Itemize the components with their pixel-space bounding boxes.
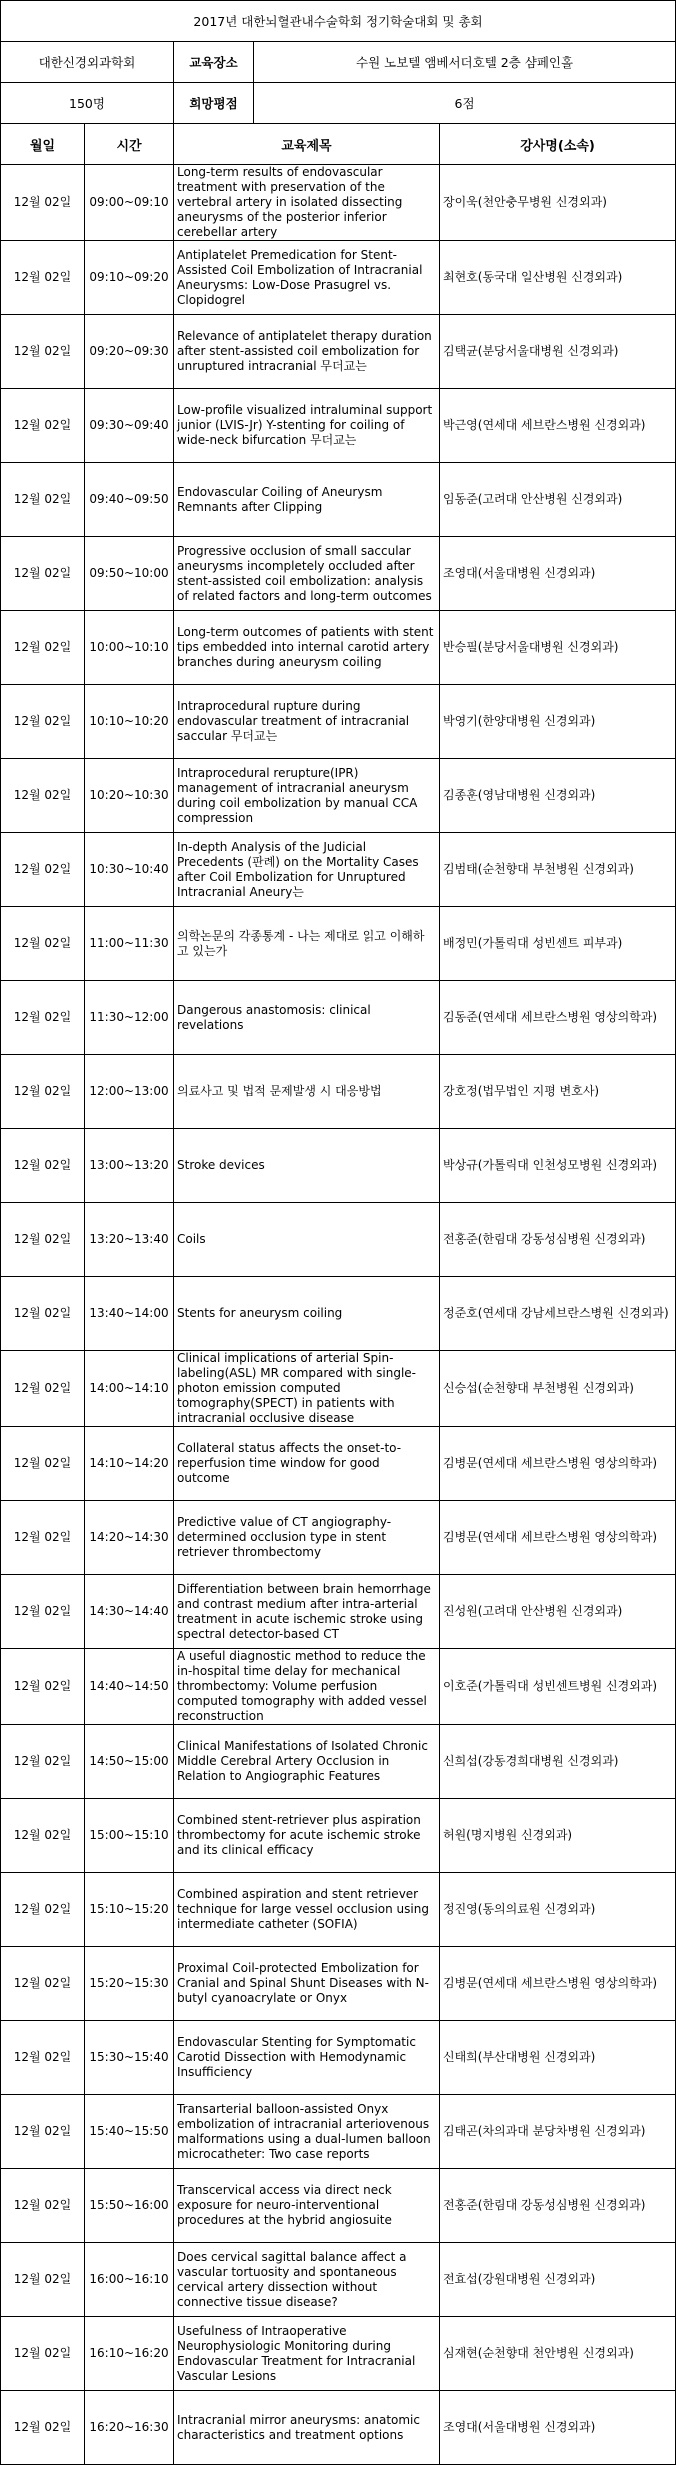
row-speaker: 정준호(연세대 강남세브란스병원 신경외과) [440,1277,676,1351]
row-speaker: 김종훈(영남대병원 신경외과) [440,759,676,833]
row-topic: 의학논문의 각종통계 - 나는 제대로 읽고 이해하고 있는가 [174,907,440,981]
table-row [1,2391,676,2465]
row-topic: Endovascular Stenting for Symptomatic Carotid Dissection with Hemodynamic Insufficiency [174,2021,440,2095]
row-topic: Does cervical sagittal balance affect a vascular tortuosity and spontaneous cervical artery dissection without connective tissue disease? [174,2243,440,2317]
table-row [1,2021,676,2095]
row-time: 09:30~09:40 [85,389,174,463]
row-date: 12월 02일 [1,1873,85,1947]
row-topic: Stroke devices [174,1129,440,1203]
table-row [1,1427,676,1501]
row-topic: Clinical Manifestations of Isolated Chronic Middle Cerebral Artery Occlusion in Relation to Angiographic Features [174,1725,440,1799]
row-date: 12월 02일 [1,1427,85,1501]
table-row [1,537,676,611]
row-speaker: 박영기(한양대병원 신경외과) [440,685,676,759]
table-row [1,833,676,907]
row-date: 12월 02일 [1,907,85,981]
row-time: 12:00~13:00 [85,1055,174,1129]
row-date: 12월 02일 [1,1277,85,1351]
row-topic: Combined aspiration and stent retriever technique for large vessel occlusion using intermediate catheter (SOFIA) [174,1873,440,1947]
row-date: 12월 02일 [1,2021,85,2095]
row-time: 15:30~15:40 [85,2021,174,2095]
place-label: 교육장소 [174,42,254,83]
table-row [1,241,676,315]
row-time: 11:00~11:30 [85,907,174,981]
table-row [1,981,676,1055]
row-time: 13:20~13:40 [85,1203,174,1277]
table-row [1,1947,676,2021]
row-date: 12월 02일 [1,1055,85,1129]
column-header-date: 월일 [1,124,85,165]
row-topic: Long-term outcomes of patients with stent tips embedded into internal carotid artery branches during aneurysm coiling [174,611,440,685]
conference-title: 2017년 대한뇌혈관내수술학회 정기학술대회 및 총회 [1,1,676,42]
row-speaker: 김병문(연세대 세브란스병원 영상의학과) [440,1427,676,1501]
row-speaker: 김범태(순천향대 부천병원 신경외과) [440,833,676,907]
row-time: 16:00~16:10 [85,2243,174,2317]
row-time: 16:10~16:20 [85,2317,174,2391]
row-date: 12월 02일 [1,1575,85,1649]
row-date: 12월 02일 [1,463,85,537]
table-row [1,1799,676,1873]
row-topic: Clinical implications of arterial Spin-labeling(ASL) MR compared with single-photon emission computed tomography(SPECT) in patients with intracranial occlusive disease [174,1351,440,1427]
column-header-topic: 교육제목 [174,124,440,165]
row-date: 12월 02일 [1,1725,85,1799]
column-header-speaker: 강사명(소속) [440,124,676,165]
row-topic: Progressive occlusion of small saccular aneurysms incompletely occluded after stent-assisted coil embolization: analysis of related factors and long-term outcomes [174,537,440,611]
row-date: 12월 02일 [1,165,85,241]
row-speaker: 조영대(서울대병원 신경외과) [440,537,676,611]
row-topic: Transarterial balloon-assisted Onyx embolization of intracranial arteriovenous malformations using a dual-lumen balloon microcatheter: Two case reports [174,2095,440,2169]
row-topic: Coils [174,1203,440,1277]
table-row [1,1351,676,1427]
row-topic: Combined stent-retriever plus aspiration thrombectomy for acute ischemic stroke and its clinical efficacy [174,1799,440,1873]
row-time: 10:10~10:20 [85,685,174,759]
row-date: 12월 02일 [1,759,85,833]
row-speaker: 정진영(동의의료원 신경외과) [440,1873,676,1947]
row-time: 11:30~12:00 [85,981,174,1055]
row-time: 09:10~09:20 [85,241,174,315]
table-row [1,1575,676,1649]
row-topic: Dangerous anastomosis: clinical revelations [174,981,440,1055]
row-speaker: 임동준(고려대 안산병원 신경외과) [440,463,676,537]
row-time: 14:50~15:00 [85,1725,174,1799]
row-time: 09:50~10:00 [85,537,174,611]
row-time: 15:10~15:20 [85,1873,174,1947]
row-date: 12월 02일 [1,1947,85,2021]
row-topic: Relevance of antiplatelet therapy duration after stent-assisted coil embolization for unruptured intracranial 무더교는 [174,315,440,389]
row-speaker: 전효섭(강원대병원 신경외과) [440,2243,676,2317]
row-date: 12월 02일 [1,241,85,315]
table-row [1,1873,676,1947]
row-date: 12월 02일 [1,2243,85,2317]
row-speaker: 반승필(분당서울대병원 신경외과) [440,611,676,685]
schedule-rows [1,165,676,2465]
row-date: 12월 02일 [1,611,85,685]
table-row [1,1649,676,1725]
row-topic: Antiplatelet Premedication for Stent-Assisted Coil Embolization of Intracranial Aneurysms: Low-Dose Prasugrel vs. Clopidogrel [174,241,440,315]
table-row [1,1055,676,1129]
row-date: 12월 02일 [1,833,85,907]
row-topic: Usefulness of Intraoperative Neurophysiologic Monitoring during Endovascular Treatment for Intracranial Vascular Lesions [174,2317,440,2391]
row-speaker: 신승섭(순천향대 부천병원 신경외과) [440,1351,676,1427]
row-topic: Stents for aneurysm coiling [174,1277,440,1351]
row-speaker: 장이욱(천안충무병원 신경외과) [440,165,676,241]
row-time: 14:10~14:20 [85,1427,174,1501]
table-row [1,1277,676,1351]
table-row [1,2243,676,2317]
row-time: 16:20~16:30 [85,2391,174,2465]
row-speaker: 배정민(가톨릭대 성빈센트 피부과) [440,907,676,981]
table-row [1,1129,676,1203]
table-row [1,2317,676,2391]
row-speaker: 이호준(가톨릭대 성빈센트병원 신경외과) [440,1649,676,1725]
row-topic: Intraprocedural rerupture(IPR) management of intracranial aneurysm during coil embolization by manual CCA compression [174,759,440,833]
table-row [1,463,676,537]
table-row [1,2169,676,2243]
table-row [1,1203,676,1277]
row-topic: Low-profile visualized intraluminal support junior (LVIS-Jr) Y-stenting for coiling of wide-neck bifurcation 무더교는 [174,389,440,463]
table-row [1,685,676,759]
row-time: 15:20~15:30 [85,1947,174,2021]
row-time: 14:20~14:30 [85,1501,174,1575]
row-speaker: 최현호(동국대 일산병원 신경외과) [440,241,676,315]
capacity-value: 150명 [1,83,174,124]
row-date: 12월 02일 [1,1129,85,1203]
row-speaker: 김동준(연세대 세브란스병원 영상의학과) [440,981,676,1055]
row-speaker: 허원(명지병원 신경외과) [440,1799,676,1873]
row-time: 10:30~10:40 [85,833,174,907]
row-speaker: 김택균(분당서울대병원 신경외과) [440,315,676,389]
table-row [1,759,676,833]
points-label: 희망평점 [174,83,254,124]
table-row [1,611,676,685]
table-row [1,907,676,981]
row-time: 14:30~14:40 [85,1575,174,1649]
row-speaker: 전홍준(한림대 강동성심병원 신경외과) [440,2169,676,2243]
row-time: 15:00~15:10 [85,1799,174,1873]
row-topic: A useful diagnostic method to reduce the in-hospital time delay for mechanical thrombectomy: Volume perfusion computed tomography with added vessel reconstruction [174,1649,440,1725]
row-date: 12월 02일 [1,1501,85,1575]
row-topic: 의료사고 및 법적 문제발생 시 대응방법 [174,1055,440,1129]
place-value: 수원 노보텔 앰베서더호텔 2층 샴페인홀 [254,42,676,83]
row-speaker: 김태곤(차의과대 분당차병원 신경외과) [440,2095,676,2169]
row-topic: Predictive value of CT angiography-determined occlusion type in stent retriever thrombectomy [174,1501,440,1575]
row-speaker: 신희섭(강동경희대병원 신경외과) [440,1725,676,1799]
row-time: 13:00~13:20 [85,1129,174,1203]
row-date: 12월 02일 [1,1799,85,1873]
row-time: 09:00~09:10 [85,165,174,241]
table-row [1,389,676,463]
row-speaker: 강호정(법무법인 지평 변호사) [440,1055,676,1129]
table-row [1,1501,676,1575]
row-time: 15:50~16:00 [85,2169,174,2243]
table-row [1,2095,676,2169]
row-time: 09:40~09:50 [85,463,174,537]
row-topic: Transcervical access via direct neck exposure for neuro-interventional procedures at the hybrid angiosuite [174,2169,440,2243]
row-time: 14:00~14:10 [85,1351,174,1427]
row-date: 12월 02일 [1,981,85,1055]
row-speaker: 박상규(가톨릭대 인천성모병원 신경외과) [440,1129,676,1203]
row-time: 15:40~15:50 [85,2095,174,2169]
row-speaker: 조영대(서울대병원 신경외과) [440,2391,676,2465]
row-time: 10:20~10:30 [85,759,174,833]
row-topic: Long-term results of endovascular treatment with preservation of the vertebral artery in isolated dissecting aneurysms of the posterior inferior cerebellar artery [174,165,440,241]
row-date: 12월 02일 [1,685,85,759]
row-time: 13:40~14:00 [85,1277,174,1351]
row-speaker: 진성원(고려대 안산병원 신경외과) [440,1575,676,1649]
row-date: 12월 02일 [1,1351,85,1427]
row-topic: Collateral status affects the onset-to-reperfusion time window for good outcome [174,1427,440,1501]
row-date: 12월 02일 [1,2169,85,2243]
row-date: 12월 02일 [1,2095,85,2169]
row-topic: Differentiation between brain hemorrhage and contrast medium after intra-arterial treatment in acute ischemic stroke using spectral detector-based CT [174,1575,440,1649]
table-row [1,1725,676,1799]
row-time: 14:40~14:50 [85,1649,174,1725]
row-speaker: 김병문(연세대 세브란스병원 영상의학과) [440,1501,676,1575]
host-organization: 대한신경외과학회 [1,42,174,83]
table-row [1,315,676,389]
row-date: 12월 02일 [1,2317,85,2391]
points-value: 6점 [254,83,676,124]
table-row [1,165,676,241]
row-topic: Proximal Coil-protected Embolization for Cranial and Spinal Shunt Diseases with N-butyl cyanoacrylate or Onyx [174,1947,440,2021]
row-date: 12월 02일 [1,1203,85,1277]
row-speaker: 박근영(연세대 세브란스병원 신경외과) [440,389,676,463]
row-date: 12월 02일 [1,1649,85,1725]
row-time: 09:20~09:30 [85,315,174,389]
row-topic: Intracranial mirror aneurysms: anatomic characteristics and treatment options [174,2391,440,2465]
row-speaker: 신태희(부산대병원 신경외과) [440,2021,676,2095]
row-speaker: 심재현(순천향대 천안병원 신경외과) [440,2317,676,2391]
column-header-time: 시간 [85,124,174,165]
row-speaker: 김병문(연세대 세브란스병원 영상의학과) [440,1947,676,2021]
row-speaker: 전홍준(한림대 강동성심병원 신경외과) [440,1203,676,1277]
row-date: 12월 02일 [1,315,85,389]
row-time: 10:00~10:10 [85,611,174,685]
row-topic: In-depth Analysis of the Judicial Precedents (판례) on the Mortality Cases after Coil Embolization for Unruptured Intracranial Aneury는 [174,833,440,907]
row-date: 12월 02일 [1,389,85,463]
row-topic: Endovascular Coiling of Aneurysm Remnants after Clipping [174,463,440,537]
row-topic: Intraprocedural rupture during endovascular treatment of intracranial saccular 무더교는 [174,685,440,759]
row-date: 12월 02일 [1,2391,85,2465]
row-date: 12월 02일 [1,537,85,611]
